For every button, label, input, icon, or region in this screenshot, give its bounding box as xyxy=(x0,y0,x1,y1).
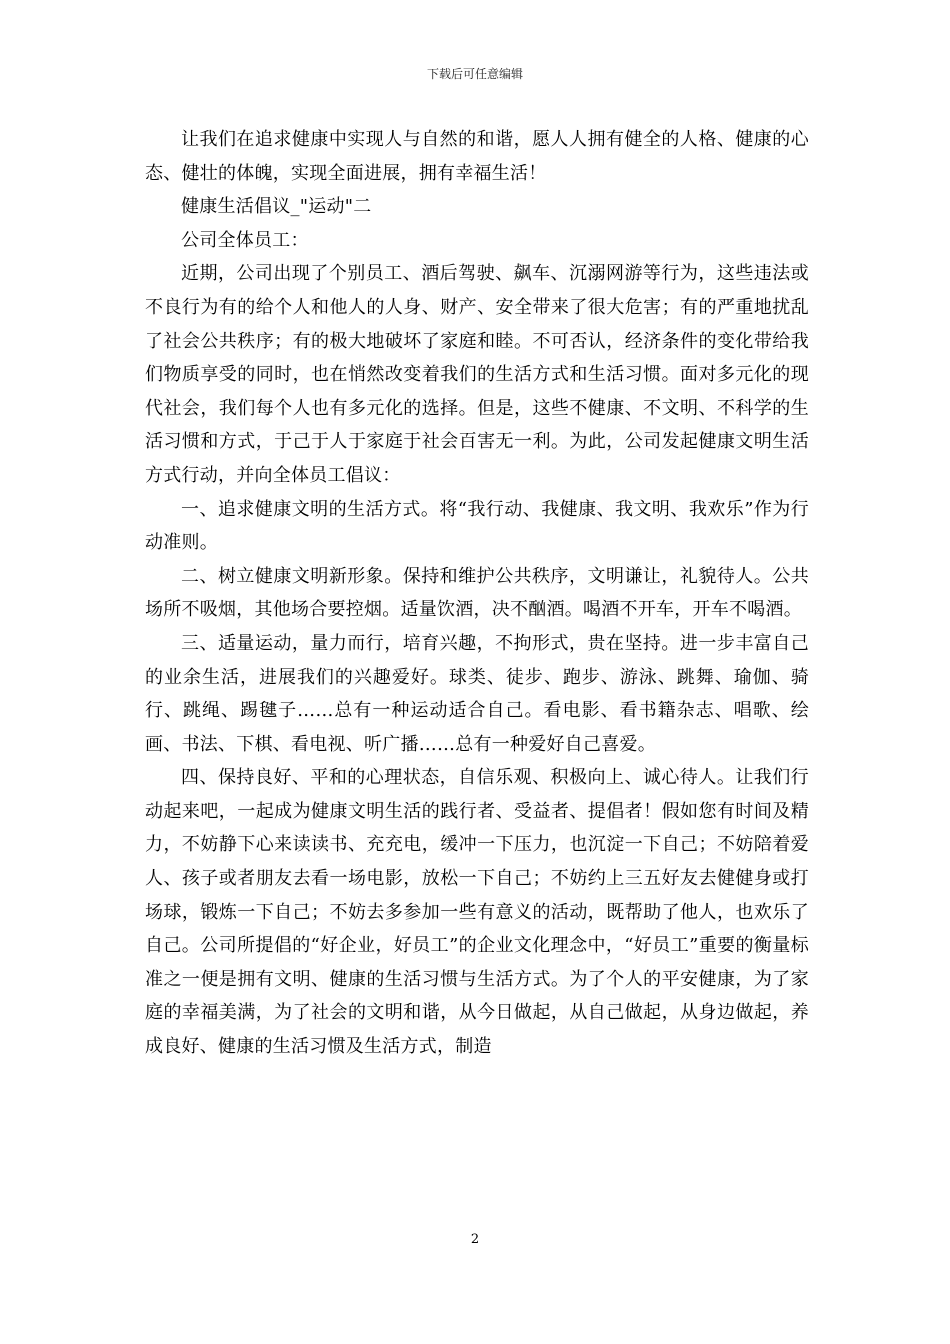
section-title: 健康生活倡议_"运动"二 xyxy=(181,196,372,218)
document-body xyxy=(145,123,809,1064)
paragraph-intro: 近期，公司出现了个别员工、酒后驾驶、飙车、沉溺网游等行为，这些违法或不良行为有的给个人和他人的人身、财产、安全带来了很大危害；有的严重地扰乱了社会公共秩序；有的极大地破坏了家庭和睦。不可否认，经济条件的变化带给我们物质享受的同时，也在悄然改变着我们的生活方式和生活习惯。面对多元化的现代社会，我们每个人也有多元化的选择。但是，这些不健康、不文明、不科学的生活习惯和方式，于己于人于家庭于社会百害无一利。为此，公司发起健康文明生活方式行动，并向全体员工倡议： xyxy=(145,263,809,486)
salutation: 公司全体员工： xyxy=(181,229,309,251)
paragraph-item-1: 一、追求健康文明的生活方式。将“我行动、我健康、我文明、我欢乐”作为行动准则。 xyxy=(145,498,809,554)
page-header: 下载后可任意编辑 xyxy=(426,67,523,81)
page-number: 2 xyxy=(470,1232,480,1247)
paragraph-item-3: 三、适量运动，量力而行，培育兴趣，不拘形式，贵在坚持。进一步丰富自己的业余生活，进展我们的兴趣爱好。球类、徒步、跑步、游泳、跳舞、瑜伽、骑行、跳绳、踢毽子……总有一种运动适合自己。看电影、看书籍杂志、唱歌、绘画、书法、下棋、看电视、听广播……总有一种爱好自己喜爱。 xyxy=(145,632,809,755)
paragraph-item-2: 二、树立健康文明新形象。保持和维护公共秩序，文明谦让，礼貌待人。公共场所不吸烟，其他场合要控烟。适量饮酒，决不酗酒。喝酒不开车，开车不喝酒。 xyxy=(145,565,809,621)
paragraph-item-4: 四、保持良好、平和的心理状态，自信乐观、积极向上、诚心待人。让我们行动起来吧，一起成为健康文明生活的践行者、受益者、提倡者！假如您有时间及精力，不妨静下心来读读书、充充电，缓冲一下压力，也沉淀一下自己；不妨陪着爱人、孩子或者朋友去看一场电影，放松一下自己；不妨约上三五好友去健健身或打场球，锻炼一下自己；不妨去多参加一些有意义的活动，既帮助了他人，也欢乐了自己。公司所提倡的“好企业，好员工”的企业文化理念中，“好员工”重要的衡量标准之一便是拥有文明、健康的生活习惯与生活方式。为了个人的平安健康，为了家庭的幸福美满，为了社会的文明和谐，从今日做起，从自己做起，从身边做起，养成良好、健康的生活习惯及生活方式，制造 xyxy=(145,767,809,1058)
paragraph-closing-wish: 让我们在追求健康中实现人与自然的和谐，愿人人拥有健全的人格、健康的心态、健壮的体魄，实现全面进展，拥有幸福生活！ xyxy=(145,129,809,184)
